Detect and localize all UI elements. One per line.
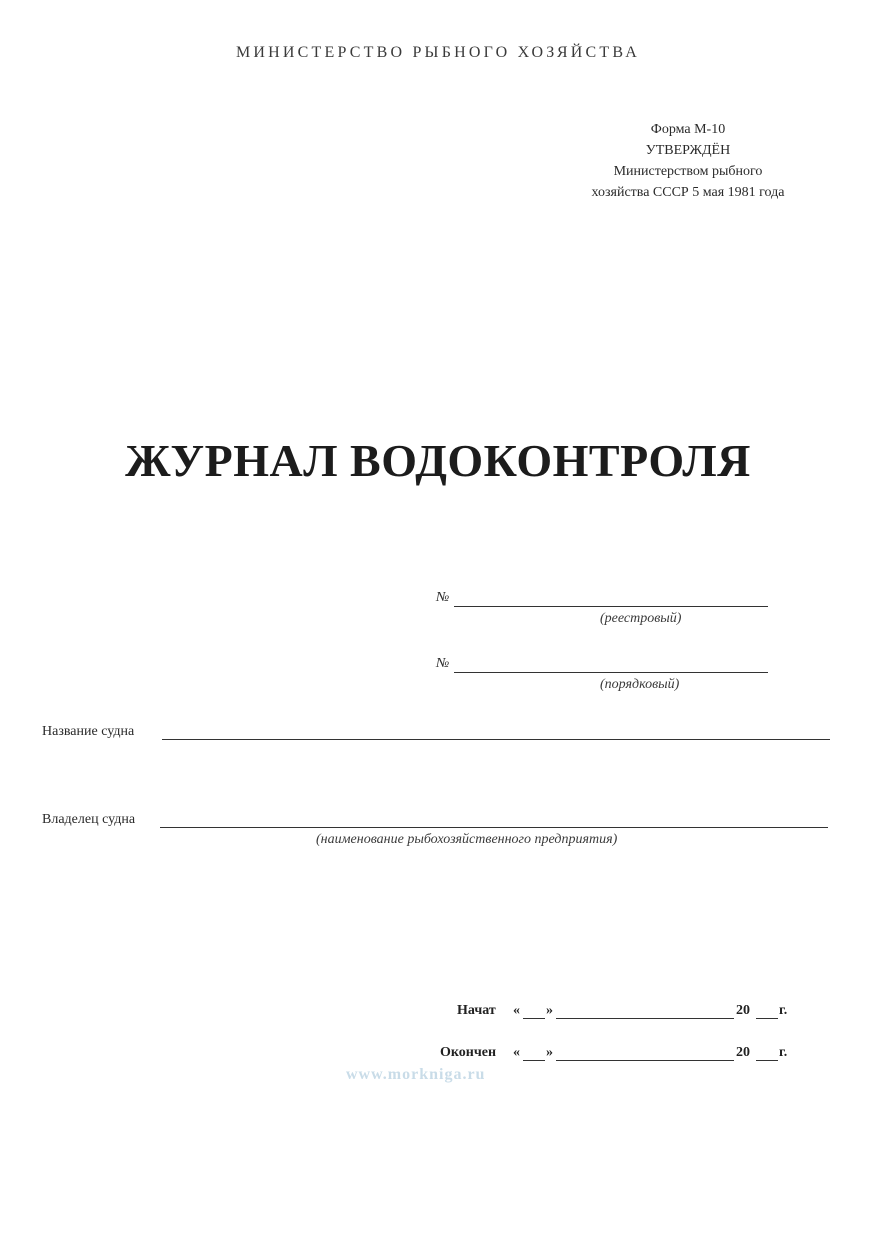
approval-block xyxy=(540,119,836,203)
approved-label: УТВЕРЖДЁН xyxy=(645,143,731,158)
registry-number-line xyxy=(454,606,768,607)
year-line xyxy=(756,1060,778,1061)
close-quote: » xyxy=(546,1003,553,1018)
approved-by-line2: хозяйства СССР 5 мая 1981 года xyxy=(591,185,785,200)
close-quote: » xyxy=(546,1045,553,1060)
ship-name-label: Название судна xyxy=(42,724,135,739)
page-title: ЖУРНАЛ ВОДОКОНТРОЛЯ xyxy=(125,435,751,486)
registry-caption: (реестровый) xyxy=(600,611,682,626)
year-suffix: г. xyxy=(779,1003,788,1018)
ship-name-line xyxy=(162,739,830,740)
year-suffix: г. xyxy=(779,1045,788,1060)
finished-date-row xyxy=(0,1045,876,1065)
serial-caption: (порядковый) xyxy=(600,677,680,692)
ship-owner-label: Владелец судна xyxy=(42,812,136,827)
started-date-row xyxy=(0,1003,876,1023)
number-sign: № xyxy=(436,656,450,671)
serial-number-line xyxy=(454,672,768,673)
owner-caption: (наименование рыбохозяйственного предприятия) xyxy=(316,832,618,847)
watermark: www.morkniga.ru xyxy=(346,1066,486,1083)
month-line xyxy=(556,1060,734,1061)
finished-label: Окончен xyxy=(440,1045,497,1060)
open-quote: « xyxy=(513,1003,520,1018)
day-line xyxy=(523,1060,545,1061)
form-number: Форма М-10 xyxy=(650,122,726,137)
century: 20 xyxy=(736,1045,750,1060)
approved-by-line1: Министерством рыбного xyxy=(613,164,763,179)
open-quote: « xyxy=(513,1045,520,1060)
ministry-header: МИНИСТЕРСТВО РЫБНОГО ХОЗЯЙСТВА xyxy=(235,44,641,61)
century: 20 xyxy=(736,1003,750,1018)
ship-name-field xyxy=(42,724,134,740)
serial-number-field xyxy=(436,656,449,672)
day-line xyxy=(523,1018,545,1019)
number-sign: № xyxy=(436,590,450,605)
year-line xyxy=(756,1018,778,1019)
month-line xyxy=(556,1018,734,1019)
ship-owner-line xyxy=(160,827,828,828)
ship-owner-field xyxy=(42,812,135,828)
started-label: Начат xyxy=(457,1003,496,1018)
registry-number-field xyxy=(436,590,449,606)
